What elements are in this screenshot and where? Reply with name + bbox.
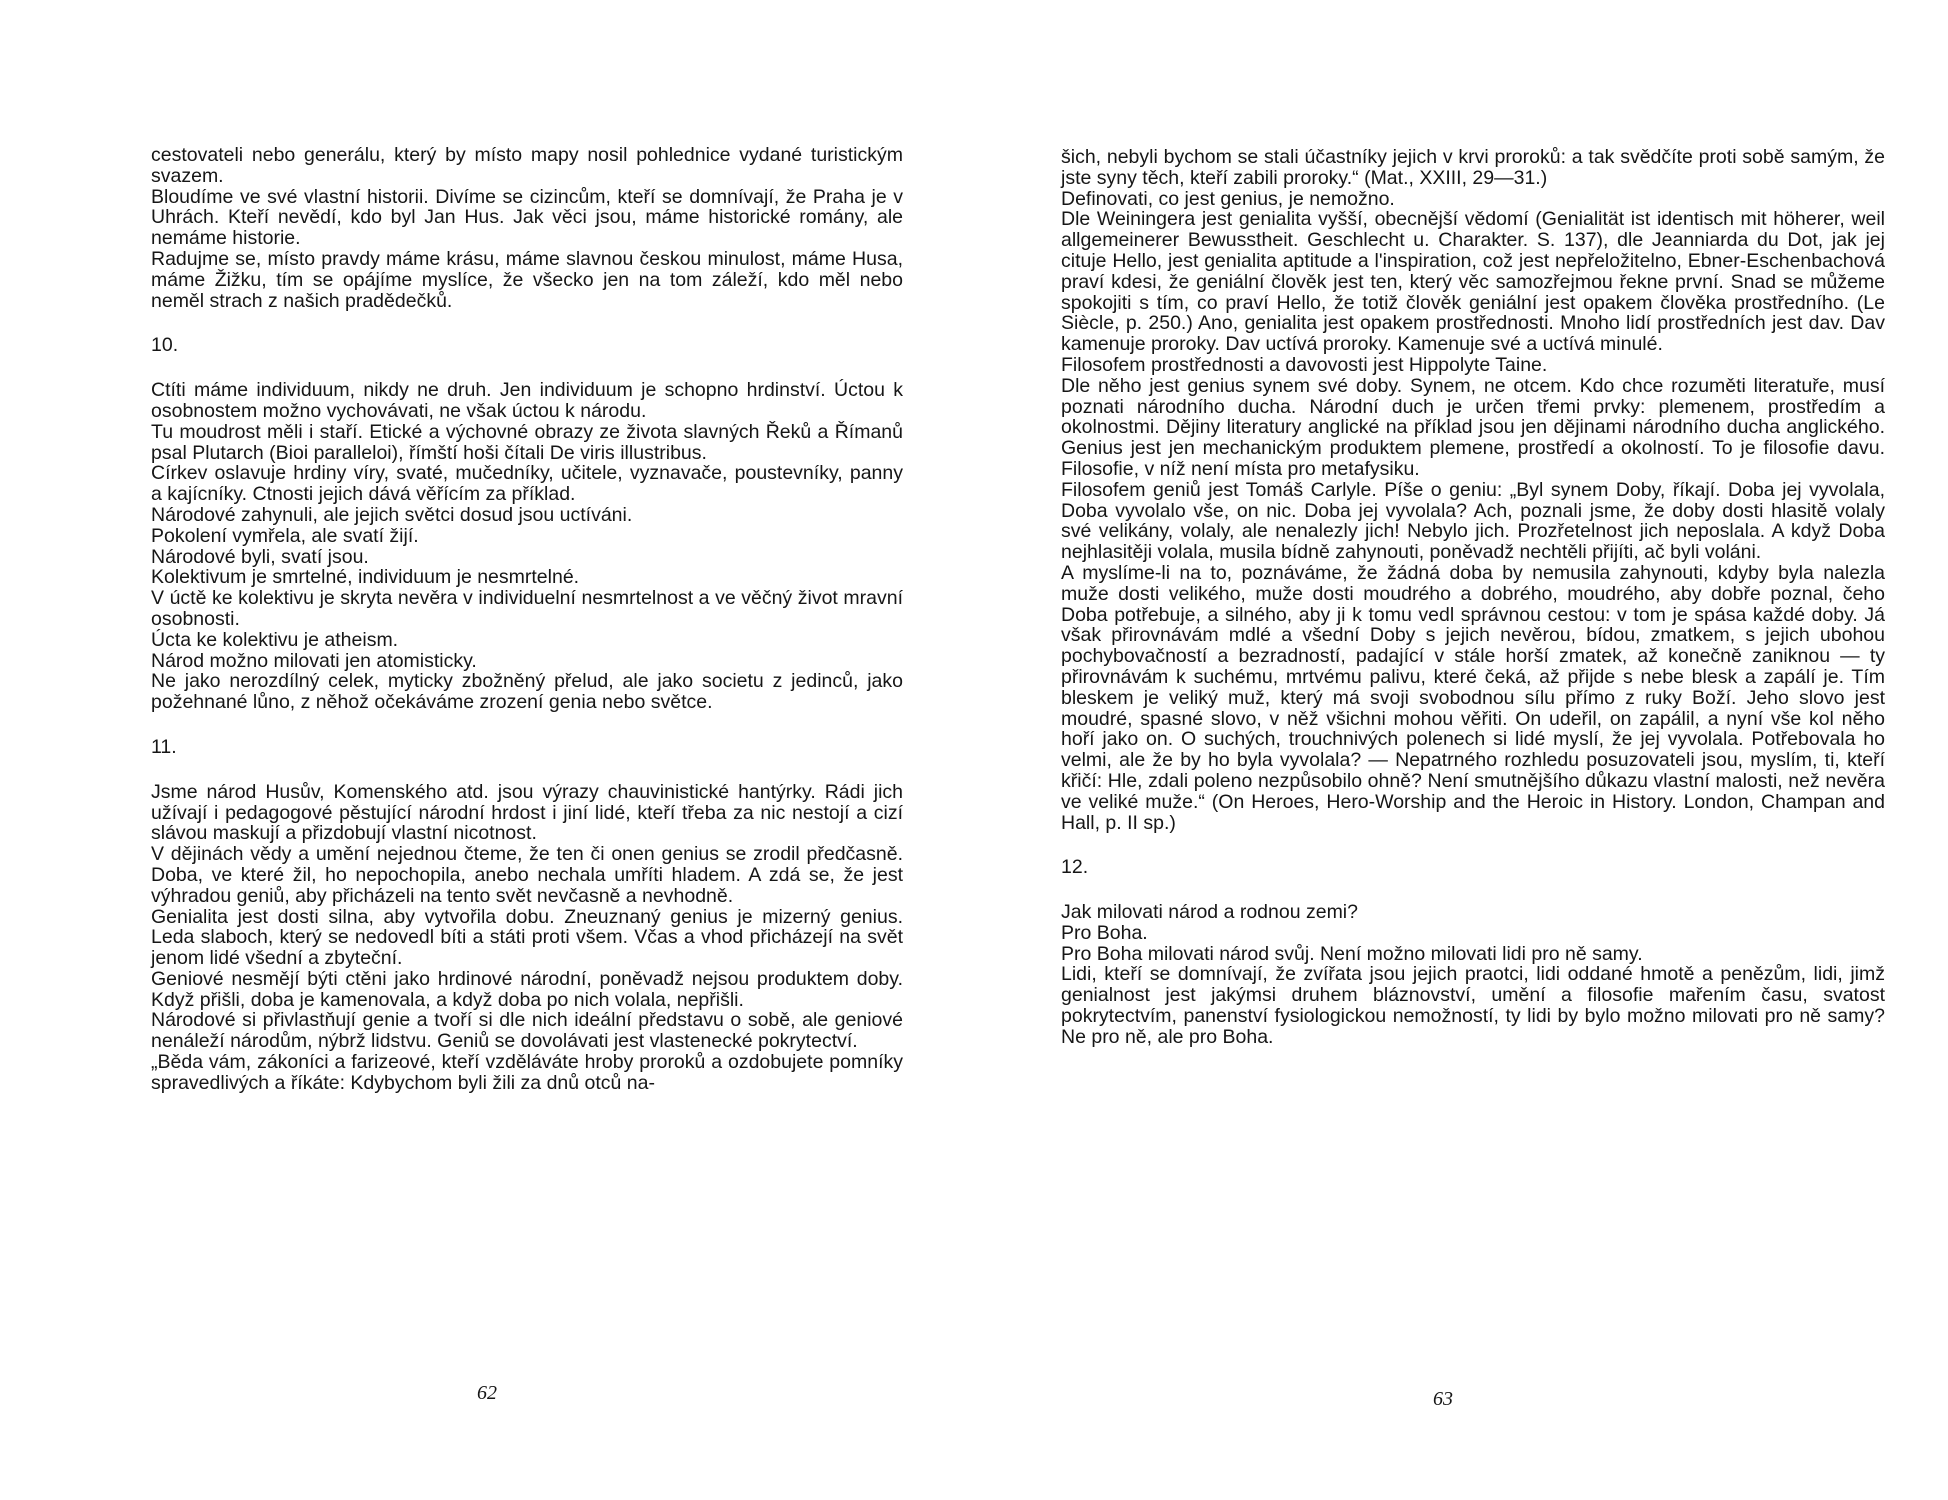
paragraph: Pro Boha. (1061, 921, 1148, 944)
paragraph: Tu moudrost měli i staří. Etické a výchovné obrazy ze života slavných Řeků a Římanů psal Plutarch (Bioi paralleloi), římští hoši čítali De viris illustribus. (151, 420, 903, 464)
paragraph: Bloudíme ve své vlastní historii. Divíme se cizincům, kteří se domnívají, že Praha je v Uhrách. Kteří nevědí, kdo byl Jan Hus. Jak věci jsou, máme historické romány, ale nemáme historie. (151, 185, 903, 250)
paragraph: Národové si přivlastňují genie a tvoří si dle nich ideální představu o sobě, ale geniové nenáleží národům, nýbrž lidstvu. Geniů se dovolávati jest vlastenecké pokrytectví. (151, 1009, 903, 1053)
paragraph: Národ možno milovati jen atomisticky. (151, 649, 477, 672)
paragraph: šich, nebyli bychom se stali účastníky jejich v krvi proroků: a tak svědčíte proti sobě samým, že jste syny těch, kteří zabili proroky.“ (Mat., XXIII, 29—31.) (1061, 146, 1885, 189)
right-page (974, 0, 1948, 1500)
paragraph: V dějinách vědy a umění nejednou čteme, že ten či onen genius se zrodil předčasně. Doba, ve které žil, ho nepochopila, anebo nechala umříti hladem. A zdá se, že jest výhradou geniů, aby přicházeli na tento svět nevčasně a nevhodně. (151, 843, 903, 907)
right-page-text (1061, 147, 1885, 1048)
paragraph: Genialita jest dosti silna, aby vytvořila dobu. Zneuznaný genius je mizerný genius. Leda slaboch, který se nedovedl bíti a státi proti všem. Včas a vhod přicházejí na svět jenom lidé všední a zbyteční. (151, 905, 903, 970)
paragraph: cestovateli nebo generálu, který by místo mapy nosil pohlednice vydané turistickým svazem. (151, 144, 903, 187)
section-heading: 12. (1061, 856, 1089, 879)
paragraph: Geniové nesmějí býti ctěni jako hrdinové národní, poněvadž nejsou produktem doby. Když přišli, doba je kamenovala, a když doba po nich volala, nepřišli. (151, 967, 903, 1011)
paragraph: Ctíti máme individuum, nikdy ne druh. Jen individuum je schopno hrdinství. Úctou k osobnostem možno vychovávati, ne však úctou k národu. (151, 379, 903, 422)
left-page-text (151, 145, 903, 1094)
paragraph: Dle Weiningera jest genialita vyšší, obecnější vědomí (Genialität ist identisch mit höherer, weil allgemeinerer Bewusstheit. Geschlecht u. Charakter. S. 137), dle Jeanniarda du Dot, jak jej cituje Hello, jest genialita aptitude a l'inspiration, což jest nepřeložitelno, Ebner-Eschenbachová praví kdesi, že geniální člověk jest ten, který věc samozřejmou řekne první. Snad se můžeme spokojiti s tím, co praví Hello, že totiž člověk geniální jest opakem člověka prostředního. (Le Siècle, p. 250.) Ano, genialita jest opakem prostřednosti. Mnoho lidí prostředních jest dav. Dav kamenuje proroky. Dav uctívá proroky. Kamenuje své a uctívá minulé. (1061, 208, 1885, 356)
paragraph: Národové zahynuli, ale jejich světci dosud jsou uctíváni. (151, 503, 633, 526)
paragraph: Jak milovati národ a rodnou zemi? (1061, 901, 1358, 924)
paragraph: V úctě ke kolektivu je skryta nevěra v individuelní nesmrtelnost a ve věčný život mravní osobnosti. (151, 587, 903, 630)
paragraph: Úcta ke kolektivu je atheism. (151, 628, 399, 651)
section-heading: 11. (151, 735, 177, 758)
paragraph: Filosofem geniů jest Tomáš Carlyle. Píše o geniu: „Byl synem Doby, říkají. Doba jej vyvolala, Doba vyvolalo vše, on nic. Doba jej vyvolala? Ach, poznali jsme, že doby dosti hlasitě volaly své velikány, volaly, ale nenalezly jich! Nebylo jich. Prozřetelnost jich neposlala. A když Doba nejhlasitěji volala, musila bídně zahynouti, poněvadž nechtěli přijíti, ač byli voláni. (1061, 478, 1885, 564)
paragraph: Pro Boha milovati národ svůj. Není možno milovati lidi pro ně samy. (1061, 942, 1643, 965)
page-number: 62 (477, 1382, 497, 1404)
paragraph: „Běda vám, zákoníci a farizeové, kteří vzděláváte hroby proroků a ozdobujete pomníky spravedlivých a říkáte: Kdybychom byli žili za dnů otců na- (151, 1051, 903, 1094)
paragraph: Národové byli, svatí jsou. (151, 545, 369, 568)
paragraph: Radujme se, místo pravdy máme krásu, máme slavnou českou minulost, máme Husa, máme Žižku, tím se opájíme myslíce, že všecko jen na tom záleží, kdo měl nebo neměl strach z našich pradědečků. (151, 247, 903, 312)
section-heading: 10. (151, 334, 179, 357)
paragraph: Církev oslavuje hrdiny víry, svaté, mučedníky, učitele, vyznavače, poustevníky, panny a kajícníky. Ctnosti jejich dává věřícím za příklad. (151, 462, 903, 506)
page-number: 63 (1433, 1388, 1453, 1410)
paragraph: A myslíme-li na to, poznáváme, že žádná doba by nemusila zahynouti, kdyby byla nalezla muže dosti velikého, muže dosti moudrého a dobrého, moudrého, aby dobře poznal, čeho Doba potřebuje, a silného, aby ji k tomu vedl správnou cestou: v tom je spása každé doby. Já však přirovnávám mdlé a všední Doby s jejich nevěrou, bídou, zmatkem, s jejich ubohou pochybovačností a bezradností, padající v stále horší zmatek, až konečně zaniknou — ty přirovnávám k suchému, mrtvému palivu, které čeká, až přijde s nebe blesk a zapálí je. Tím bleskem je veliký muž, který má svoji svobodnou sílu přímo z ruky Boží. Jeho slovo jest moudré, spasné slovo, v něž všichni mohou věřiti. On udeřil, on zapálil, a nyní vše kol něho hoří jako on. O suchých, trouchnivých polenech si lidé myslí, že jej vyvolala. Potřebovala ho velmi, ale že by ho byla vyvolala? — Nepatrného rozhledu posuzovateli jsou, myslím, ti, kteří křičí: Hle, zdali poleno nezpůsobilo ohně? Není smutnějšího důkazu vlastní malosti, než nevěra ve veliké muže.“ (On Heroes, Hero-Worship and the Heroic in History. London, Champan and Hall, p. II sp.) (1061, 561, 1885, 834)
paragraph: Dle něho jest genius synem své doby. Synem, ne otcem. Kdo chce rozuměti literatuře, musí poznati národního ducha. Národní duch je určen třemi prvky: plemenem, prostředím a okolnostmi. Dějiny literatury anglické na příklad jsou jen dějinami národního ducha anglického. Genius jest jen mechanickým produktem plemene, prostředí a okolností. To je filosofie davu. Filosofie, v níž není místa pro metafysiku. (1061, 374, 1885, 480)
paragraph: Kolektivum je smrtelné, individuum je nesmrtelné. (151, 566, 580, 589)
paragraph: Filosofem prostřednosti a davovosti jest Hippolyte Taine. (1061, 353, 1548, 376)
paragraph: Lidi, kteří se domnívají, že zvířata jsou jejich praotci, lidi oddané hmotě a penězům, lidi, jimž genialnost jest jakýmsi druhem bláznovství, umění a filosofie mařením času, svatost pokrytectvím, panenství fysiologickou nemožností, ty lidi by bylo možno milovati pro ně samy? Ne pro ně, ale pro Boha. (1061, 963, 1885, 1048)
paragraph: Pokolení vymřela, ale svatí žijí. (151, 524, 419, 547)
paragraph: Definovati, co jest genius, je nemožno. (1061, 187, 1395, 210)
paragraph: Jsme národ Husův, Komenského atd. jsou výrazy chauvinistické hantýrky. Rádi jich užívají i pedagogové pěstující národní hrdost i jiní lidé, kteří třeba za nic nestojí a cizí slávou maskují a přizdobují vlastní nicotnost. (151, 780, 903, 845)
paragraph: Ne jako nerozdílný celek, myticky zbožněný přelud, ale jako societu z jedinců, jako požehnané lůno, z něhož očekáváme zrození genia nebo světce. (151, 670, 903, 714)
